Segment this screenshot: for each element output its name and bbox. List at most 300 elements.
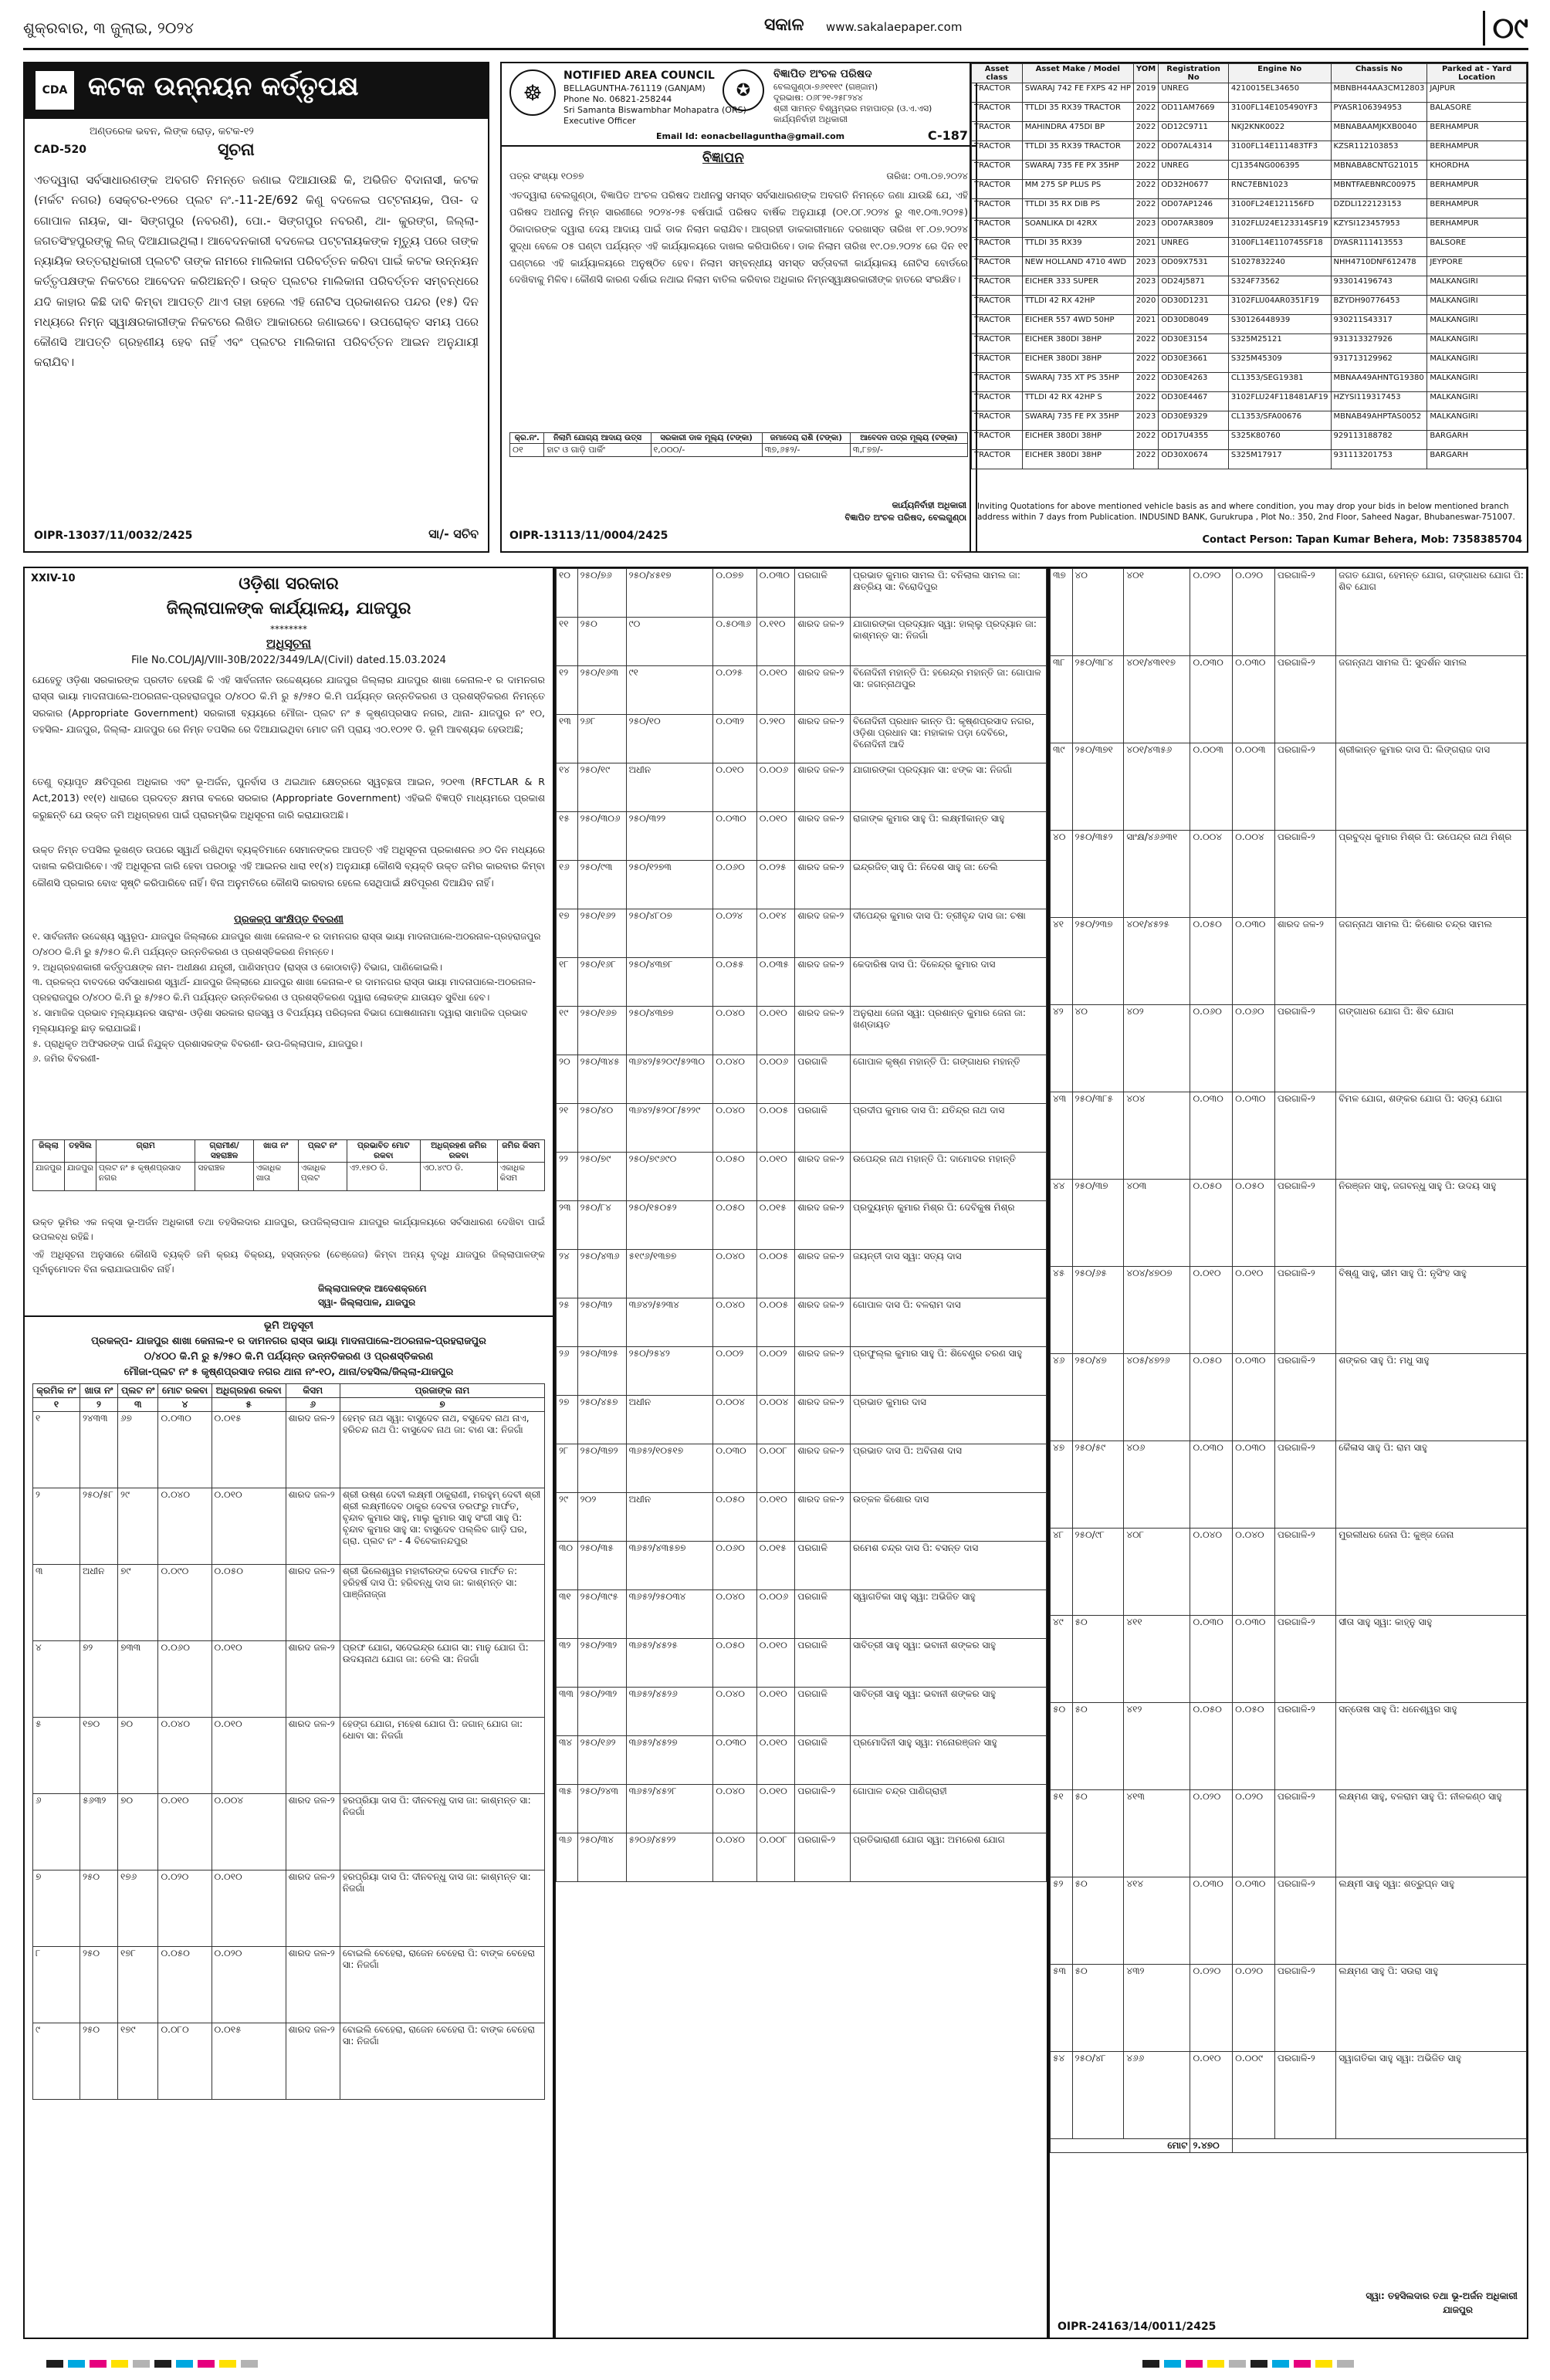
land-td: ପରଗାଳି-୨ [1274,1267,1335,1354]
table-row [557,1639,1047,1688]
table-row [33,1565,545,1641]
vehicle-td: S325K80760 [1228,431,1331,450]
land-th: ମୋଟ ରକବା [158,1384,212,1398]
land-td: ଶାରଦ ଜଳ-୨ [795,666,851,715]
land-td: ପ୍ରଭାତ କୁମାର ସାମଲ ପି: ବନିଲାଲ ସାମଲ ଜା: କ୍ଷତ୍ରିୟ ସା: ବିରୋଦିପୁର [851,569,1047,618]
land-td: ୦.୦୧୦ [1190,1267,1233,1354]
land-td: ନିରଞ୍ଜନ ସାହୁ, ଜଗବନ୍ଧୁ ସାହୁ ପି: ଉଦୟ ସାହୁ [1336,1180,1527,1267]
land-td: ଶାରଦ ଜଳ-୨ [286,1488,340,1565]
land-td: ବିଷ୍ଣୁ ସାହୁ, ଭୀମ ସାହୁ ପି: ନୃସିଂହ ସାହୁ [1336,1267,1527,1354]
registration-bar [1164,2360,1181,2368]
vehicle-td: 2020 [1133,296,1158,315]
vehicle-td: MALKANGIRI [1427,411,1527,431]
vehicle-contact: Contact Person: Tapan Kumar Behera, Mob: 7358385704 [1202,534,1522,546]
land-td: ୦.୦୧୦ [1233,1267,1275,1354]
land-td: ୨୫୦/୧୬୨ [577,1736,626,1785]
land-td: ୦.୦୬୦ [713,861,756,909]
vehicle-td: TRACTOR [972,373,1023,392]
registration-bar [219,2360,236,2368]
land-td: ୦.୦୧୦ [756,1639,795,1688]
land-td: ୫୩ [1051,1965,1073,2052]
land-td: ପରଗାଳି [795,569,851,618]
land-td: ୪୦୮ [1124,1529,1190,1616]
registration-bar [1229,2360,1246,2368]
land-td: ଶାରଦ ଜଳ-୨ [286,1947,340,2023]
land-td: ୭ [33,1870,80,1947]
land-td: ୪୦ [1051,831,1073,918]
land-td: ଶାରଦ ଜଳ-୨ [795,1201,851,1250]
vehicle-td: MALKANGIRI [1427,354,1527,373]
land-td: ୨୫୦/୪୮ [1072,2052,1124,2139]
land-td: ୪୦୧ [1124,569,1190,656]
land-td: ୧୭୮ [117,1947,158,2023]
land-td: ୨୫୦/୮୪ [577,1201,626,1250]
total-row [1051,2139,1527,2153]
table-row [972,354,1527,373]
land-td: ୧୪ [557,763,578,812]
land-td: ଗୋପାଳ ଚନ୍ଦ୍ର ପାଣିଗ୍ରାହୀ [851,1785,1047,1833]
vehicle-td: TTLDI 35 RX DIB PS [1022,199,1133,218]
registration-bar [176,2360,193,2368]
nac-odia-line2: ଦୂରଭାଷ: ୦୬୮୨୧-୨୫୮୨୪୪ [773,93,863,103]
jajpur-ref: XXIV-10 [31,573,76,584]
land-col-number: ୩ [117,1398,158,1412]
land-td: ୦.୦୪୦ [1233,1529,1275,1616]
summary-item: ୪. ସାମାଜିକ ପ୍ରଭାବ ମୂଲ୍ୟାୟନର ସାରାଂଶ- ଓଡ଼ିଶା ସରକାର ରାଜସ୍ୱ ଓ ବିପର୍ଯ୍ୟୟ ପରିଚାଳନା ବିଭାଗ ଘୋଷଣାନାମା ଦ୍ୱାରା ସାମାଜିକ ପ୍ରଭାବ ମୂଲ୍ୟାୟନରୁ ଛାଡ଼ କରାଯାଇଛି। [32,1007,528,1034]
nac-odia-title: ବିଜ୍ଞାପିତ ଅଂଚଳ ପରିଷଦ [773,68,872,80]
table-row [557,1201,1047,1250]
land-td: ୦.୦୬୦ [713,1542,756,1590]
land-td: ୦.୦୨୪ [713,909,756,958]
nac-td: ହାଟ ଓ ଗାଡ଼ି ପାର୍କିଂ [544,444,651,457]
jajpur-oipr: OIPR-24163/14/0011/2425 [1058,2321,1217,2333]
land-td: ପରଗାଳି-୨ [1274,1877,1335,1965]
nac-sign1: କାର୍ଯ୍ୟନିର୍ବାହୀ ଅଧିକାରୀ [892,500,966,510]
land-td: ୦.୦୩୦ [1233,1441,1275,1529]
land-td: ବିମଳ ଯୋଗ, ଶଙ୍କର ଯୋଗ ପି: ସତ୍ୟ ଯୋଗ [1336,1092,1527,1180]
vehicle-td: MBNAA49AHNTG19380 [1331,373,1427,392]
land-td: ୨୫୦/୪୭ [1072,1354,1124,1441]
land-td: ୦.୦୨୦ [1190,569,1233,656]
land-td: ୦.୦୪୦ [713,1007,756,1055]
land-td: ୧୭୬ [117,1870,158,1947]
land-td: ୨୫୦ [80,1870,117,1947]
land-td: ୦.୨୧୦ [756,715,795,763]
land-td: ୫୦ [1072,1703,1124,1790]
summary-th: ପ୍ରଭାବିତ ମୋଟ ରକବା [347,1140,420,1163]
summary-td: ଏ୨.୧୭୦ ଡି. [347,1163,420,1191]
land-th: ପ୍ଲଟ ନଂ [117,1384,158,1398]
land-td: ୦.୦୧୦ [756,1736,795,1785]
masthead-url[interactable]: www.sakalaepaper.com [826,20,963,34]
cda-heading: ସୂଚନା [218,140,255,160]
land-td: ୦.୦୦୨ [713,1347,756,1396]
land-td: ୪୧ [1051,918,1073,1005]
table-row [972,334,1527,354]
land-td: ଶାରଦ ଜଳ-୨ [795,1153,851,1201]
land-table-header-row [33,1384,545,1398]
land-td: ୦.୦୯୦ [158,1565,212,1641]
land-td: ୧୯ [557,1007,578,1055]
jajpur-office: ଜିଲ୍ଲାପାଳଙ୍କ କାର୍ଯ୍ୟାଳୟ, ଯାଜପୁର [166,599,411,618]
vehicle-td: 2022 [1133,392,1158,411]
land-td: ୦.୦୪୦ [713,1688,756,1736]
cda-ref: CAD-520 [34,144,87,156]
table-row [972,103,1527,122]
table-row [972,83,1527,103]
table-row [557,1298,1047,1347]
table-row [972,315,1527,334]
vehicle-td: TTLDI 35 RX39 TRACTOR [1022,141,1133,161]
land-td: ୦.୦୪୦ [713,1298,756,1347]
summary-td: ଏକାଧିକ କିସମ [497,1163,544,1191]
land-td: ୨୯ [557,1493,578,1542]
table-row [972,199,1527,218]
table-row [1051,918,1527,1005]
land-td: ୩୫ [557,1785,578,1833]
land-td: ୦.୦୪୦ [1190,1529,1233,1616]
land-td: ୩୮ [1051,656,1073,743]
vehicle-td: TRACTOR [972,392,1023,411]
nac-td: ୩,୮୭୭/- [850,444,967,457]
vehicle-td: MBNAB49AHPTAS0052 [1331,411,1427,431]
nac-table-header-row [510,433,968,444]
vehicle-td: 931713129962 [1331,354,1427,373]
nac-title: NOTIFIED AREA COUNCIL [563,69,715,82]
land-td: ୨୫୦/୭୯୬୯୦ [626,1153,713,1201]
land-td: ୦.୦୫୦ [1233,1703,1275,1790]
cda-oipr: OIPR-13037/11/0032/2425 [34,530,193,542]
land-col-number: ୬ [286,1398,340,1412]
nac-table [509,432,968,457]
registration-bar [1207,2360,1224,2368]
vehicle-td: TRACTOR [972,315,1023,334]
vehicle-td: OD07AL4314 [1159,141,1229,161]
land-td: ୦.୦୫୦ [713,1493,756,1542]
land-td: ୨ [33,1488,80,1565]
land-td: ୨୫୦/୩୪ [577,1833,626,1882]
table-row [972,450,1527,469]
land-td: ୬୭ [117,1412,158,1488]
vehicle-td: EICHER 380DI 38HP [1022,431,1133,450]
vehicle-td: OD12C9711 [1159,122,1229,141]
summary-th: ପ୍ଲଟ ନଂ [298,1140,347,1163]
table-row [557,1736,1047,1785]
land-td: ୪୩ [1051,1092,1073,1180]
vehicle-td: KZSR112103853 [1331,141,1427,161]
total-blank [1233,2139,1527,2153]
summary-item: ୩. ପ୍ରକଳ୍ପ ବାବଦରେ ସର୍ବସାଧାରଣ ସ୍ୱାର୍ଥ- ଯାଜପୁର ଜିଲ୍ଲାରେ ଯାଜପୁର ଶାଖା କେନାଲ-୧ ର ଦାମନଗର ରାସ୍ତା ଭାୟା ମାଦନାପାଲେ-ଅଠରନାଳ-ପ୍ରହରାଜପୁର ୦/୪୦୦ କି.ମି ରୁ ୫/୨୫୦ କି.ମି ପର୍ଯ୍ୟନ୍ତ ଉନ୍ନତିକରଣ ଓ ପ୍ରଶସ୍ତିକରଣ ଦ୍ୱାରା ଲୋକଙ୍କ ଯାତାୟତ ସୁବିଧା ହେବ। [32,977,536,1004]
table-row [557,812,1047,861]
land-td: ୨୫୦/୨୩୭ [1072,918,1124,1005]
nac-td: ୦୧ [510,444,544,457]
vehicle-td: OD30D1231 [1159,296,1229,315]
table-row [972,276,1527,296]
land-col-number: ୨ [80,1398,117,1412]
table-row [1051,831,1527,918]
land-td: ୨୫୦/୩୦୬ [577,812,626,861]
land-td: ୫ [33,1718,80,1794]
table-row [557,1250,1047,1298]
vehicle-td: TRACTOR [972,180,1023,199]
land-td: ୦.୦୧୫ [212,1412,286,1488]
jajpur-notice-middle [554,567,1048,2339]
table-row [33,1488,545,1565]
land-td: ବୋଇଲି ବେହେରା, ରାଜେନ ବେହେରା ପି: ବାଙ୍କ ବେହେରା ସା: ନିଜଗାଁ [340,2023,544,2100]
land-td: ଶ୍ରୀ ଉଷ୍ଣ ଦେବୀ ଲକ୍ଷ୍ମୀ ଠାକୁରାଣୀ, ମରହୁମ୍ ଦେବୀ ଶ୍ରୀ ଶ୍ରୀ ଲକ୍ଷ୍ମୀଦେବ ଠାକୁର ଦେବତା ତରଫରୁ ମାର୍ଫତ, ବୃନ୍ଦାବ କୁମାର ସାହୁ, ମାଲୁ କୁମାର ସାହୁ ସଂଗୀ ସାହୁ ପି: ବୃନ୍ଦାବ କୁମାର ସାହୁ ସା: ବାସୁଦେବ ପଲ୍ଲିବ ଗାଡ଼ି ଘର, ଗ୍ରା. ପ୍ଲଟ ନଂ - 4 ବିବେକାନନ୍ଦପୁର [340,1488,544,1565]
vehicle-td: OD30E3154 [1159,334,1229,354]
vehicle-auction-notice [970,62,1528,553]
nac-odia-line3: ଶ୍ରୀ ସାମନ୍ତ ବିଶ୍ୱମ୍ଭର ମହାପାତ୍ର (ଓ.ଏ.ଏସ) [773,103,932,113]
land-td: ୦.୦୪୦ [713,1833,756,1882]
land-td: ୨୫୦ [80,1947,117,2023]
land-td: ଗୋପାଳ ଦାସ ପି: ବଳରାମ ଦାସ [851,1298,1047,1347]
land-td: ଶାରଦ ଜଳ-୨ [795,1493,851,1542]
registration-bar [154,2360,171,2368]
table-row [1051,1092,1527,1180]
cda-header [25,63,488,119]
land-td: ୦.୦୪୦ [713,1785,756,1833]
land-td: ୦.୦୨୦ [1233,1790,1275,1877]
table-row [557,1688,1047,1736]
land-td: ୦.୦୧୦ [756,666,795,715]
land-td: ପରଗାଳି-୨ [1274,743,1335,831]
vehicle-td: MALKANGIRI [1427,315,1527,334]
land-td: ୧୮ [557,958,578,1007]
land-th: ପ୍ରଜାଙ୍କ ନାମ [340,1384,544,1398]
land-td: ୯୦ [626,618,713,666]
vehicle-td: TRACTOR [972,257,1023,276]
land-td: ହରପ୍ରିୟା ଦାସ ପି: ଦୀନବନ୍ଧୁ ଦାସ ଜା: କାଶ୍ମନ୍ତ ସା: ନିଜଗାଁ [340,1870,544,1947]
vehicle-td: DYASR111413553 [1331,238,1427,257]
land-td: ସ୍ୱାଗତିକା ସାହୁ ସ୍ୱା: ଅଭିଜିତ ସାହୁ [851,1590,1047,1639]
vehicle-th: Asset class [972,64,1023,83]
land-td: ୦.୦୬୦ [1233,1005,1275,1092]
vehicle-td: TRACTOR [972,411,1023,431]
table-row [557,1833,1047,1882]
land-td: ସ୍ୱାଗତିକା ସାହୁ ସ୍ୱା: ଅଭିଜିତ ସାହୁ [1336,2052,1527,2139]
land-td: ଶାରଦ ଜଳ-୨ [286,1565,340,1641]
land-td: ପ୍ରଫ ଯୋଗ, ସଦେଇନ୍ଦ୍ର ଯୋଗ ସା: ମାନୁ ଯୋଗ ପି: ଉଦୟନାଥ ଯୋଗ ଜା: ତେଲି ସା: ନିଜଗାଁ [340,1641,544,1718]
vehicle-td: TRACTOR [972,450,1023,469]
land-td: ୨୫୦/୧୦ [626,715,713,763]
vehicle-td: TRACTOR [972,334,1023,354]
land-td: ପରଗାଳି-୨ [795,1785,851,1833]
land-td: ୦.୦୨୦ [158,1870,212,1947]
nac-heading: ବିଜ୍ଞାପନ [702,150,744,166]
vehicle-td: OD30X0674 [1159,450,1229,469]
table-row [1051,2052,1527,2139]
table-row [1051,1965,1527,2052]
land-td: ଶାରଦ ଜଳ-୨ [795,1347,851,1396]
vehicle-td: MALKANGIRI [1427,276,1527,296]
vehicle-td: MBNTFAEBNRC00975 [1331,180,1427,199]
vehicle-td: 933014196743 [1331,276,1427,296]
table-row [1051,1354,1527,1441]
land-td: ୩ [33,1565,80,1641]
land-td: ୨୫୦/୧୬୩ [577,666,626,715]
vehicle-td: KHORDHA [1427,161,1527,180]
cda-body: ଏତଦ୍ୱାରା ସର୍ବସାଧାରଣଙ୍କ ଅବଗତି ନିମନ୍ତେ ଜଣାଇ ଦିଆଯାଉଛି କି, ଅଭିଜିତ ବିଦାନାସୀ, କଟକ (ମର୍କଟ ନଗର) ସେକ୍ଟର-୧୨ରେ ପ୍ଲଟ ନଂ.-11-2E/692 କିଣୁ ବଦଳେଇ ପଟ୍ଟନାୟକ, ପିତା- ଦ ଗୋପାଳ ନାୟକ, ସା- ସିଙ୍ଗପୁର (ନବରଣି), ପୋ.- ସିଙ୍ଗପୁର ନବରଣି, ଥା- କୁରଙ୍ଗ, ଜିଲ୍ଲା- ଜଗତସିଂହପୁରଙ୍କୁ ଲିଜ୍ ଦିଆଯାଇଥିଲା। ଆବେଦନକାରୀ ବଦଳେଇ ପଟ୍ଟନାୟକଙ୍କ ମୃତ୍ୟୁ ପରେ ତାଙ୍କ ନ୍ୟାୟିକ ଉତ୍ତରାଧିକାରୀ ପ୍ଲଟଟି ତାଙ୍କ ନାମରେ ମାଲିକାନା ପରିବର୍ତ୍ତନ କରିବା ପାଇଁ କଟକ ଉନ୍ନୟନ କର୍ତ୍ତୃପକ୍ଷଙ୍କ ନିକଟରେ ଆବେଦନ କରିଅଛନ୍ତି। ଉକ୍ତ ପ୍ଲଟର ମାଲିକାନା ପରିବର୍ତ୍ତନ ସମ୍ବନ୍ଧରେ ଯଦି କାହାର କିଛି ଦାବି କିମ୍ବା ଆପତ୍ତି ଥାଏ ତାହା ହେଲେ ଏହି ନୋଟିସ ପ୍ରକାଶନର ପନ୍ଦର (୧୫) ଦିନ ମଧ୍ୟରେ ନିମ୍ନ ସ୍ୱାକ୍ଷରକାରୀଙ୍କ ନିକଟରେ ଲିଖିତ ଆକାରରେ ଜଣାଇବେ। ଉପରୋକ୍ତ ସମୟ ପରେ କୌଣସି ଆପତ୍ତି ଗ୍ରହଣୀୟ ହେବ ନାହିଁ ଏବଂ ପ୍ଲଟର ମାଲିକାନା ପରିବର୍ତ୍ତନ ଆଇନ ଅନୁଯାୟୀ କରାଯିବ। [34,173,479,370]
land-td: ୩୬୫୨/୪୩୫୭୭ [626,1542,713,1590]
registration-bar [1294,2360,1311,2368]
vehicle-table-header-row [972,64,1527,83]
summary-td: ଯାଜପୁର [33,1163,65,1191]
summary-td: ସହରାଞ୍ଚଳ [195,1163,253,1191]
land-td: ୭୨ [80,1641,117,1718]
table-row [557,1007,1047,1055]
vehicle-td: BARGARH [1427,431,1527,450]
vehicle-td: 930211S43317 [1331,315,1427,334]
land-td: ୪୦୧/୪୩୧୧୭ [1124,656,1190,743]
land-td: ୨୫୦/୫୯ [1072,1441,1124,1529]
masthead-paper-name: ସକାଳ [764,15,804,35]
table-row [557,1590,1047,1639]
land-td: ଶାରଦ ଜଳ-୨ [795,958,851,1007]
vehicle-th: Asset Make / Model [1022,64,1133,83]
vehicle-td: 929113188782 [1331,431,1427,450]
vehicle-td: TRACTOR [972,83,1023,103]
vehicle-td: BERHAMPUR [1427,218,1527,238]
masthead-date: ଶୁକ୍ରବାର, ୩ ଜୁଲାଇ, ୨୦୨୪ [23,19,195,37]
land-td: ୨୫୦/୧୫୦୫୨ [626,1201,713,1250]
land-td: ୨୫୦/୪୫୭ [577,1396,626,1444]
registration-bar [46,2360,63,2368]
land-td: ୨୫୦/୨୪୩ [577,1785,626,1833]
land-td: ୨୫୦/୩୭ [1072,1180,1124,1267]
table-row [557,715,1047,763]
vehicle-td: CL1353/SEG19381 [1228,373,1331,392]
jajpur-file-no: File No.COL/JAJ/VIII-30B/2022/3449/LA/(Civil) dated.15.03.2024 [131,655,446,666]
vehicle-td: OD30E9329 [1159,411,1229,431]
jajpur-body4: ଉକ୍ତ ଭୂମିର ଏକ ନକ୍ସା ଭୂ-ଅର୍ଜନ ଅଧିକାରୀ ତଥା ତହସିଲଦାର ଯାଜପୁର, ଉପଜିଲ୍ଲାପାଳ ଯାଜପୁର କାର୍ଯ୍ୟାଳୟରେ ସର୍ବସାଧାରଣ ଦେଖିବା ପାଇଁ ଉପଲବ୍ଧ ରହିଛି। [32,1217,545,1243]
summary-th: ଗ୍ରାମୀଣ/ସହରାଞ୍ଚଳ [195,1140,253,1163]
vehicle-td: TRACTOR [972,276,1023,296]
land-td: ୨୫୦/୩୯୫ [577,1590,626,1639]
vehicle-td: DZDLI122123153 [1331,199,1427,218]
table-row [557,618,1047,666]
land-td: ପରଗାଳି-୨ [1274,1005,1335,1092]
land-td: ୨୫୦/୨୩୨ [577,1639,626,1688]
schedule-title: ଭୂମି ଅନୁସୂଚୀ [263,1320,314,1332]
land-td: ୦.୦୦୫ [756,1104,795,1153]
land-td: ଇନ୍ଦ୍ରଜିତ୍ ସାହୁ ପି: ନିଦେଶ ସାହୁ ଜା: ତେଲି [851,861,1047,909]
vehicle-td: TRACTOR [972,199,1023,218]
land-td: ୦.୦୩୦ [713,1444,756,1493]
vehicle-td: 931313327926 [1331,334,1427,354]
land-td: ୨୫୦/୩୫୨ [1072,831,1124,918]
land-td: ୩୦ [557,1542,578,1590]
land-td: ୨୫୦/୩୮୪ [1072,656,1124,743]
land-td: ଶାରଦ ଜଳ-୨ [795,1396,851,1444]
land-td: ୦.୦୧୦ [756,812,795,861]
land-td: ୪୩୨ [1124,1965,1190,2052]
land-td: ୪୫ [1051,1267,1073,1354]
land-td: ପ୍ରଦ୍ୟୁମ୍ନ କୁମାର ମିଶ୍ର ପି: ଦେବିକୁଷ ମିଶ୍ର [851,1201,1047,1250]
vehicle-td: NKJ2KNK0022 [1228,122,1331,141]
land-td: ୦.୦୧୦ [756,1785,795,1833]
land-td: ୨୫୦/୨୫୪୨ [626,1347,713,1396]
vehicle-td: 2023 [1133,411,1158,431]
land-td: ୨୪୩୩ [80,1412,117,1488]
table-row [557,1104,1047,1153]
land-td: ୦.୦୩୦ [158,1412,212,1488]
table-row [557,1444,1047,1493]
land-td: ୦.୦୧୦ [212,1488,286,1565]
land-td: ୩୨ [557,1639,578,1688]
page-number: ୦୯ [1483,11,1528,46]
land-td: ୪୧୩ [1124,1790,1190,1877]
vehicle-td: EICHER 333 SUPER [1022,276,1133,296]
registration-bar [1186,2360,1203,2368]
total-label: ମୋଟ [1051,2139,1190,2153]
land-td: ୨୫୦/୩୪୫ [577,1055,626,1104]
nac-line2: Phone No. 06821-258244 [563,94,672,104]
vehicle-td: BERHAMPUR [1427,180,1527,199]
vehicle-td: 3102FLU24E123314SF19 [1228,218,1331,238]
land-td: ୦.୦୦୬ [756,763,795,812]
land-td: ୪୦୨ [1124,1005,1190,1092]
land-td: ପ୍ରତିଭାରାଣୀ ଯୋଗ ସ୍ୱା: ଅମରେଶ ଯୋଗ [851,1833,1047,1882]
table-row [972,238,1527,257]
land-td: ପରଗାଳି-୨ [1274,569,1335,656]
nac-th: ଜମାଦେୟ ରାଶି (ଟଙ୍କା) [762,433,850,444]
land-td: ଗୋପାଳ କୃଷ୍ଣ ମହାନ୍ତି ପି: ଗଙ୍ଗାଧର ମହାନ୍ତି [851,1055,1047,1104]
land-td: ୬ [33,1794,80,1870]
land-td: ଜଗନ୍ନାଥ ସାମଲ ପି: କିଶୋର ଚନ୍ଦ୍ର ସାମଲ [1336,918,1527,1005]
vehicle-td: 3100FL14E110745SF18 [1228,238,1331,257]
land-td: ୦.୦୮୦ [158,2023,212,2100]
vehicle-th: Parked at - Yard Location [1427,64,1527,83]
cda-title: କଟକ ଉନ୍ନୟନ କର୍ତ୍ତୃପକ୍ଷ [88,71,359,102]
vehicle-th: Registration No [1159,64,1229,83]
land-td: ୦.୦୩୦ [1233,1877,1275,1965]
vehicle-td: SOANLIKA DI 42RX [1022,218,1133,238]
land-td: ୨୫୦/୩୭୧ [1072,743,1124,831]
cda-logo-text: CDA [42,84,68,96]
land-td: ୦.୦୩୦ [713,1736,756,1785]
vehicle-td: 2022 [1133,450,1158,469]
land-td: ଶାରଦ ଜଳ-୨ [795,1007,851,1055]
vehicle-td: OD09X7531 [1159,257,1229,276]
land-td: ୪୯ [1051,1616,1073,1703]
registration-bar [241,2360,258,2368]
land-td: ପରଗାଳି-୨ [1274,831,1335,918]
nac-th: କ୍ର.ନଂ. [510,433,544,444]
land-td: ୫୦ [1072,1616,1124,1703]
land-td: ୪୦ [1072,1005,1124,1092]
land-col-number: ୧ [33,1398,80,1412]
land-td: ୦.୦୫୦ [713,1153,756,1201]
land-td: ପରଗାଳି [795,1055,851,1104]
jajpur-sign-b: ସ୍ୱା- ଜିଲ୍ଲାପାଳ, ଯାଜପୁର [318,1297,416,1308]
summary-td: ପ୍ଲଟ ନଂ ୫ କୃଷ୍ଣପ୍ରସାଦ ନଗର [96,1163,195,1191]
nac-rule [502,145,976,147]
land-td: ସନ୍ତୋଷ ସାହୁ ପି: ଧନେଶ୍ୱର ସାହୁ [1336,1703,1527,1790]
land-td: ୦.୦୫୫ [713,958,756,1007]
land-td: ୩୬୫୨/୧୦୫୧୭ [626,1444,713,1493]
nac-sign2: ବିଜ୍ଞାପିତ ଅଂଚଳ ପରିଷଦ, ବେଲଗୁଣ୍ଠା [844,513,966,523]
vehicle-td: 2022 [1133,161,1158,180]
land-td: ୫୧୯୬/୧୩୭୭ [626,1250,713,1298]
vehicle-td: S325M25121 [1228,334,1331,354]
land-td: ୧୭ [557,909,578,958]
land-td: ଦୀପେନ୍ଦ୍ର କୁମାର ଦାସ ପି: ତ୍ରୀବୃନ୍ଦ ଦାସ ଜା: ଚଷା [851,909,1047,958]
vehicle-td: UNREG [1159,83,1229,103]
nac-emblem [509,69,556,116]
land-td: ୫୦ [1072,1965,1124,2052]
land-td: ବିନୋଦିନୀ ପ୍ରଧାନ କାନ୍ତ ପି: କୃଷ୍ଣପ୍ରସାଦ ନଗର, ଓଡ଼ିଶା ପ୍ରଧାନ ସା: ମହାକାଳ ପଡ଼ା ଦେବିରେ, ବିନୋଦିନୀ ଆଦି [851,715,1047,763]
